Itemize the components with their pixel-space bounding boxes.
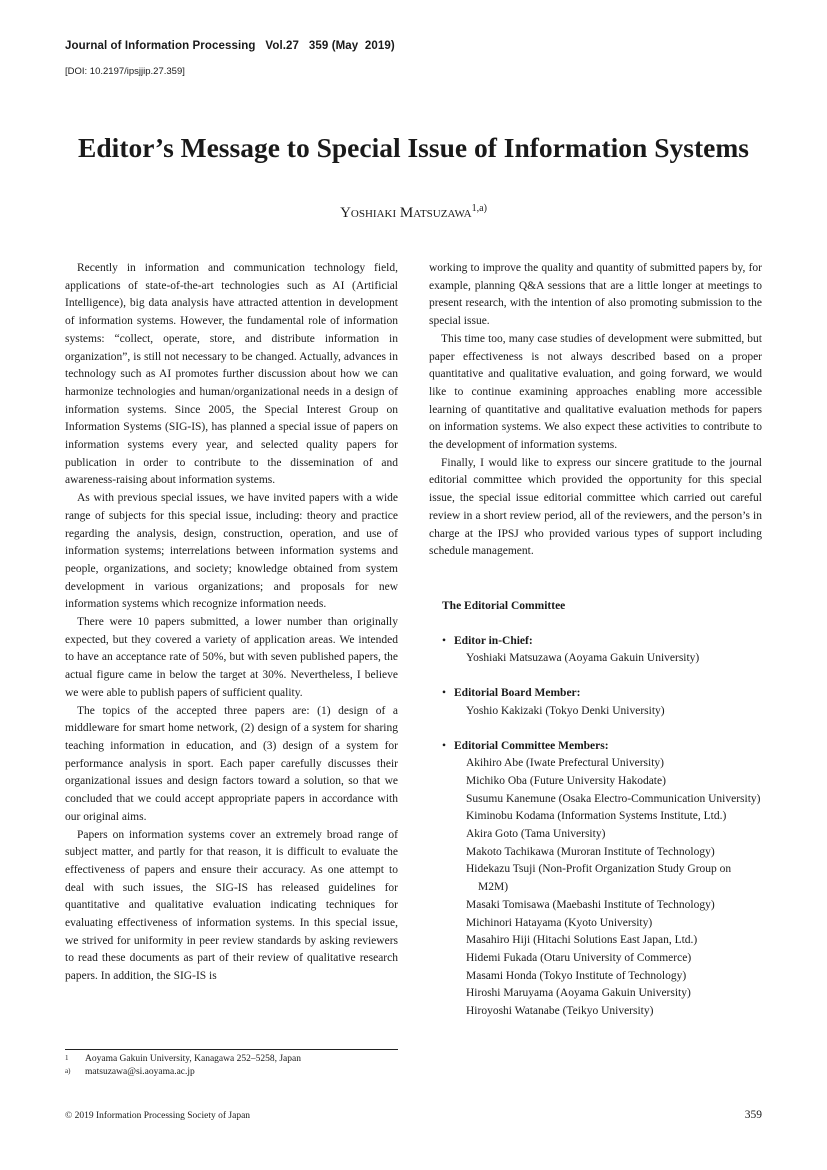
footnote-affiliation xyxy=(65,1053,398,1066)
member-name: Michinori Hatayama (Kyoto University) xyxy=(466,916,653,929)
member-name: Makoto Tachikawa (Muroran Institute of Technology) xyxy=(466,845,715,858)
body-paragraph-7: Finally, I would like to express our sincere gratitude to the journal editorial committee which provided the opportunity for this special issue, the special issue editorial committee which carried out careful review in a short review period, all of the reviewers, and the person’s in charge at the IPSJ who provided various types of support including schedule management. xyxy=(429,456,762,558)
member-name: Hiroyoshi Watanabe (Teikyo University) xyxy=(466,1005,654,1018)
author-affiliation-marks: 1,a) xyxy=(471,203,487,214)
left-column xyxy=(65,260,398,986)
member-name: Masami Honda (Tokyo Institute of Technology) xyxy=(466,969,687,982)
page-number: 359 xyxy=(744,1109,762,1121)
member-name: Masaki Tomisawa (Maebashi Institute of Technology) xyxy=(466,898,715,911)
footnote-text: matsuzawa@si.aoyama.ac.jp xyxy=(85,1067,195,1077)
bullet-icon: • xyxy=(442,634,447,647)
member-name: Hidemi Fukada (Otaru University of Commerce) xyxy=(466,951,692,964)
member-name: Akihiro Abe (Iwate Prefectural University) xyxy=(466,757,664,770)
body-paragraph-5-continued: working to improve the quality and quantity of submitted papers by, for example, planning Q&A sessions that are a little longer at meetings to present research, with the intention of also promoting submission to the special issue. xyxy=(429,262,762,328)
body-paragraph-2: As with previous special issues, we have invited papers with a wide range of subjects for this special issue, including: theory and practice regarding the analysis, design, construction, operation, and use of information systems; interrelations between information systems and people, organizations, and society; knowledge obtained from system development in various organizations; and proposals for new information systems which recognize information needs. xyxy=(65,492,398,611)
journal-header: Journal of Information Processing Vol.27 359 (May 2019) xyxy=(65,40,395,52)
bullet-icon: • xyxy=(442,687,447,700)
committee-members-group xyxy=(442,738,762,1021)
bullet-icon: • xyxy=(442,739,447,752)
right-column xyxy=(429,260,762,561)
author-name: Yoshiaki Matsuzawa xyxy=(340,205,472,221)
member-name: Susumu Kanemune (Osaka Electro-Communication University) xyxy=(466,792,761,805)
member-name: Akira Goto (Tama University) xyxy=(466,828,606,841)
copyright-notice: © 2019 Information Processing Society of Japan xyxy=(65,1111,251,1121)
editorial-committee xyxy=(442,598,762,1038)
editor-in-chief-group xyxy=(442,633,762,668)
footnote-email xyxy=(65,1066,398,1079)
body-paragraph-6: This time too, many case studies of development were submitted, but paper effectiveness is not always described based on a proper quantitative and qualitative evaluation, and going forward, we would like to continue examining approaches enabling more accessible learning of quantitative and qualitative evaluation methods for papers on information systems. We also expect these activities to contribute to the development of information systems. xyxy=(429,332,762,452)
group-title: Editorial Committee Members: xyxy=(454,739,609,752)
member-name: Kiminobu Kodama (Information Systems Institute, Ltd.) xyxy=(466,810,727,823)
body-paragraph-4: The topics of the accepted three papers are: (1) design of a middleware for smart home network, (2) design of a system for sharing teaching information in education, and (3) design of a system for performance analysis in sport. Each paper carefully discusses their organizational issues and design factors toward a solution, so that we concluded that we could accept appropriate papers in accordance with our original aims. xyxy=(65,704,398,823)
footnotes xyxy=(65,1049,398,1079)
committee-heading: The Editorial Committee xyxy=(442,600,566,612)
footnote-mark: a) xyxy=(65,1067,71,1075)
body-paragraph-5: Papers on information systems cover an extremely broad range of subject matter, and partly for that reason, it is difficult to evaluate the effectiveness of papers and ensure their accuracy. As one attempt to deal with such issues, the SIG-IS has released guidelines for quantitative and qualitative evaluation indicating techniques for evaluating effectiveness of information systems. In this special issue, we strived for uniformity in peer review standards by asking reviewers to read these documents as part of their review of qualitative research papers. In addition, the SIG-IS is xyxy=(65,828,398,983)
group-title: Editor in-Chief: xyxy=(454,634,533,647)
doi-line: [DOI: 10.2197/ipsjjip.27.359] xyxy=(65,66,185,77)
group-title: Editorial Board Member: xyxy=(454,687,581,700)
member-name: Michiko Oba (Future University Hakodate) xyxy=(466,774,666,787)
author-line xyxy=(0,203,827,222)
board-member-group xyxy=(442,685,762,720)
paper-title: Editor’s Message to Special Issue of Information Systems xyxy=(78,132,749,163)
member-name: Masahiro Hiji (Hitachi Solutions East Japan, Ltd.) xyxy=(466,934,698,947)
member-name: Hiroshi Maruyama (Aoyama Gakuin University) xyxy=(466,987,691,1000)
body-paragraph-3: There were 10 papers submitted, a lower number than originally expected, but they covered a variety of application areas. We intended to have an acceptance rate of 50%, but with seven published papers, the actual figure came in below the target at 30%. Nevertheless, I believe we were able to publish papers of sufficient quality. xyxy=(65,616,398,699)
body-paragraph-1: Recently in information and communication technology field, applications of state-of-the-art technologies such as AI (Artificial Intelligence), big data analysis have attracted attention in development of information systems. However, the fundamental role of information systems: “collect, operate, store, and distribute information in organization”, is still not necessary to be changed. Actually, advances in technology such as AI promotes further discussion about how we can harmonize technologies and human/organizational needs in a design of information systems. Since 2005, the Special Interest Group on Information Systems (SIG-IS), has planned a special issue of papers on information systems every year, and selected quality papers for publication in order to contribute to the dissemination of and awareness-raising about information systems. xyxy=(65,262,398,487)
member-name: Hidekazu Tsuji (Non-Profit Organization Study Group on M2M) xyxy=(466,863,732,894)
footnote-text: Aoyama Gakuin University, Kanagawa 252–5258, Japan xyxy=(85,1054,301,1064)
footnote-mark: 1 xyxy=(65,1054,69,1062)
member-name: Yoshio Kakizaki (Tokyo Denki University) xyxy=(466,704,665,717)
member-name: Yoshiaki Matsuzawa (Aoyama Gakuin University) xyxy=(466,652,700,665)
